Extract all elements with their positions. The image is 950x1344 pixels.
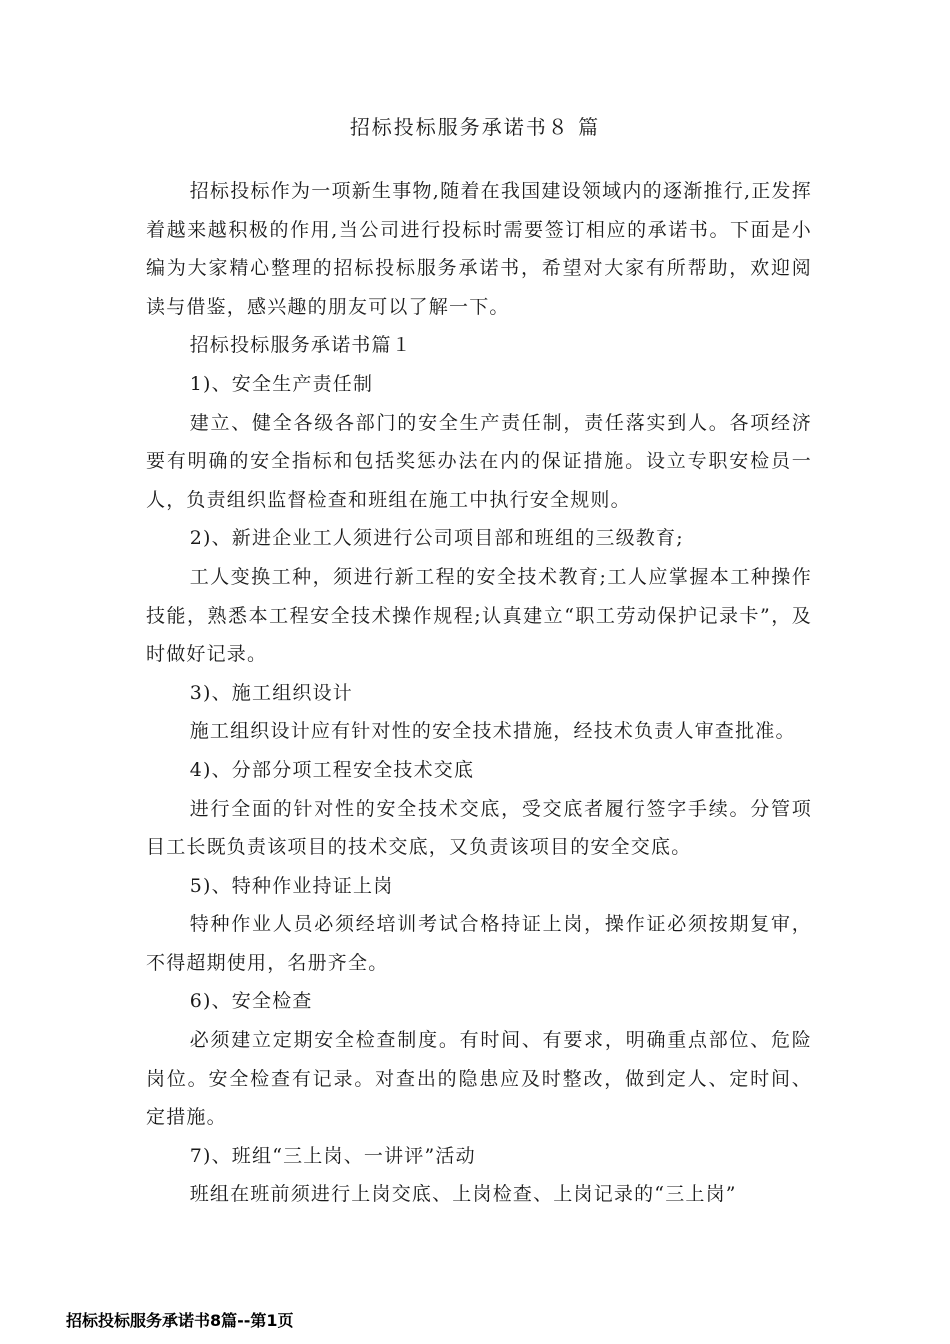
section-heading: 招标投标服务承诺书篇１: [189, 334, 412, 357]
item-heading: 4)、分部分项工程安全技术交底: [189, 758, 475, 781]
paragraph: 班组在班前须进行上岗交底、上岗检查、上岗记录的“三上岗”: [189, 1183, 737, 1206]
document-body: [146, 172, 812, 1214]
item-heading: 6)、安全检查: [189, 990, 313, 1013]
item-heading: 2)、新进企业工人须进行公司项目部和班组的三级教育;: [189, 527, 684, 550]
item-heading: 3)、施工组织设计: [189, 681, 353, 704]
item-heading: 7)、班组“三上岗、一讲评”活动: [189, 1144, 476, 1167]
document-title: 招标投标服务承诺书８ 篇: [349, 115, 601, 139]
paragraph: 工人变换工种，须进行新工程的安全技术教育;工人应掌握本工种操作技能，熟悉本工程安全技术操作规程;认真建立“职工劳动保护记录卡”，及时做好记录。: [146, 565, 812, 666]
paragraph: 必须建立定期安全检查制度。有时间、有要求，明确重点部位、危险岗位。安全检查有记录。对查出的隐患应及时整改，做到定人、定时间、定措施。: [146, 1029, 812, 1129]
page-footer: 招标投标服务承诺书8篇--第1页: [66, 1311, 294, 1330]
paragraph: 特种作业人员必须经培训考试合格持证上岗，操作证必须按期复审，不得超期使用，名册齐全。: [146, 913, 812, 974]
item-heading: 1)、安全生产责任制: [189, 372, 374, 395]
paragraph: 进行全面的针对性的安全技术交底，受交底者履行签字手续。分管项目工长既负责该项目的技术交底，又负责该项目的安全交底。: [146, 797, 812, 859]
paragraph-intro: 招标投标作为一项新生事物,随着在我国建设领域内的逐渐推行,正发挥着越来越积极的作用,当公司进行投标时需要签订相应的承诺书。下面是小编为大家精心整理的招标投标服务承诺书，希望对大家有所帮助，欢迎阅读与借鉴，感兴趣的朋友可以了解一下。: [146, 180, 812, 318]
paragraph: 建立、健全各级各部门的安全生产责任制，责任落实到人。各项经济要有明确的安全指标和包括奖惩办法在内的保证措施。设立专职安检员一人，负责组织监督检查和班组在施工中执行安全规则。: [146, 411, 812, 511]
item-heading: 5)、特种作业持证上岗: [189, 874, 394, 897]
paragraph: 施工组织设计应有针对性的安全技术措施，经技术负责人审查批准。: [189, 720, 796, 743]
